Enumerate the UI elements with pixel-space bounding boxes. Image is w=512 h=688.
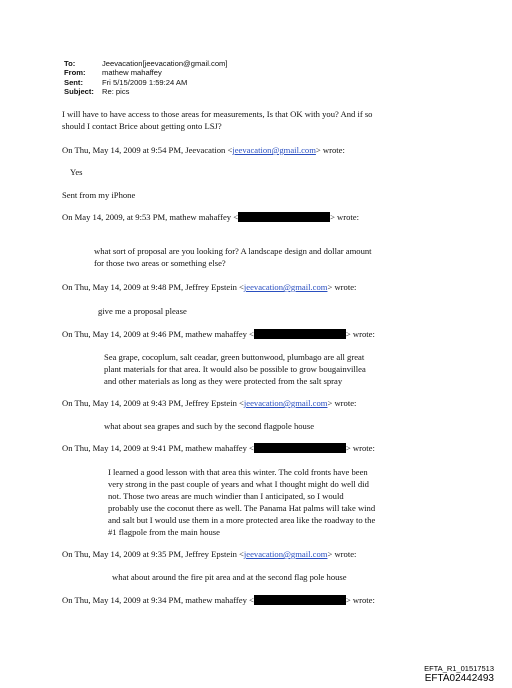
email-link[interactable]: jeevacation@gmail.com — [243, 282, 328, 292]
email-link[interactable]: jeevacation@gmail.com — [232, 145, 316, 155]
reply-text: for those two areas or something else? — [94, 258, 226, 268]
quote-header-text: On Thu, May 14, 2009 at 9:48 PM, Jeffrey Epstein < — [62, 282, 244, 292]
to-value: Jeevacation[jeevacation@gmail.com] — [102, 59, 228, 68]
quote-header-text: On Thu, May 14, 2009 at 9:46 PM, mathew mahaffey < — [62, 329, 254, 339]
quote-header-text: > wrote: — [327, 398, 357, 408]
reply-text: what about around the fire pit area and at the second flag pole house — [112, 572, 347, 582]
sent-value: Fri 5/15/2009 1:59:24 AM — [102, 77, 188, 87]
reply-text: give me a proposal please — [98, 306, 187, 316]
quote-header-5 — [62, 398, 356, 410]
quote-header-2 — [62, 212, 359, 224]
quote-header-text: On Thu, May 14, 2009 at 9:54 PM, Jeevacation < — [62, 145, 233, 155]
to-row — [64, 59, 227, 68]
reply-text: I learned a good lesson with that area this winter. The cold fronts have been — [108, 467, 368, 477]
redaction-box — [254, 443, 346, 453]
quote-header-text: On Thu, May 14, 2009 at 9:43 PM, Jeffrey Epstein < — [62, 398, 244, 408]
reply-text: what sort of proposal are you looking for? A landscape design and dollar amount — [94, 246, 372, 256]
document-id-small: EFTA_R1_01517513 — [424, 664, 494, 673]
subject-label: Subject: — [64, 87, 94, 97]
quote-header-text: On May 14, 2009, at 9:53 PM, mathew mahaffey < — [62, 212, 239, 222]
sent-row — [64, 78, 227, 87]
from-row — [64, 68, 227, 77]
paragraph-line: should I contact Brice about getting onto LSJ? — [62, 121, 222, 131]
redaction-box — [254, 595, 346, 605]
reply-text: Sea grape, cocoplum, salt ceadar, green buttonwood, plumbago are all great — [104, 352, 365, 362]
quote-header-8 — [62, 595, 375, 607]
document-id-large: EFTA02442493 — [424, 673, 494, 684]
quote-header-text: > wrote: — [315, 145, 345, 155]
quote-header-text: > wrote: — [345, 595, 375, 605]
reply-text: and salt but I would use them in a more protected area like the roadway to the — [108, 515, 376, 525]
email-header — [64, 59, 227, 97]
quote-header-3 — [62, 282, 356, 294]
quote-header-text: On Thu, May 14, 2009 at 9:41 PM, mathew mahaffey < — [62, 443, 254, 453]
quote-header-text: On Thu, May 14, 2009 at 9:34 PM, mathew mahaffey < — [62, 595, 254, 605]
reply-text: very strong in the past couple of years and what I thought might do well did — [108, 479, 369, 489]
quote-header-text: > wrote: — [327, 282, 357, 292]
quote-header-text: > wrote: — [345, 329, 375, 339]
email-link[interactable]: jeevacation@gmail.com — [243, 549, 328, 559]
reply-text: #1 flagpole from the main house — [108, 527, 220, 537]
quote-header-text: > wrote: — [345, 443, 375, 453]
reply-text: Yes — [70, 167, 83, 177]
quote-header-7 — [62, 549, 356, 561]
reply-text: what about sea grapes and such by the second flagpole house — [104, 421, 315, 431]
subject-row — [64, 87, 227, 96]
quote-header-text: > wrote: — [330, 212, 360, 222]
to-label: To: — [64, 59, 76, 68]
signature-text: Sent from my iPhone — [62, 190, 136, 200]
from-label: From: — [64, 68, 86, 78]
reply-text: and other materials as long as they were protected from the salt spray — [104, 376, 343, 386]
paragraph-line: I will have to have access to those areas for measurements, Is that OK with you? And if so — [62, 109, 373, 119]
quote-header-4 — [62, 329, 375, 341]
reply-text: probably use the coconut there as well. The Panama Hat palms will take wind — [108, 503, 376, 513]
redaction-box — [238, 212, 330, 222]
subject-value: Re: pics — [102, 87, 130, 97]
reply-text: plant materials for that area. It would also be possible to grow bougainvillea — [104, 364, 366, 374]
from-value: mathew mahaffey — [102, 68, 162, 78]
quote-header-6 — [62, 443, 375, 455]
redaction-box — [254, 329, 346, 339]
email-link[interactable]: jeevacation@gmail.com — [243, 398, 328, 408]
reply-text: not. Those two areas are much windier than I anticipated, so I would — [108, 491, 344, 501]
quote-header-text: On Thu, May 14, 2009 at 9:35 PM, Jeffrey Epstein < — [62, 549, 244, 559]
sent-label: Sent: — [64, 77, 83, 87]
quote-header-text: > wrote: — [327, 549, 357, 559]
quote-header-1 — [62, 145, 345, 157]
